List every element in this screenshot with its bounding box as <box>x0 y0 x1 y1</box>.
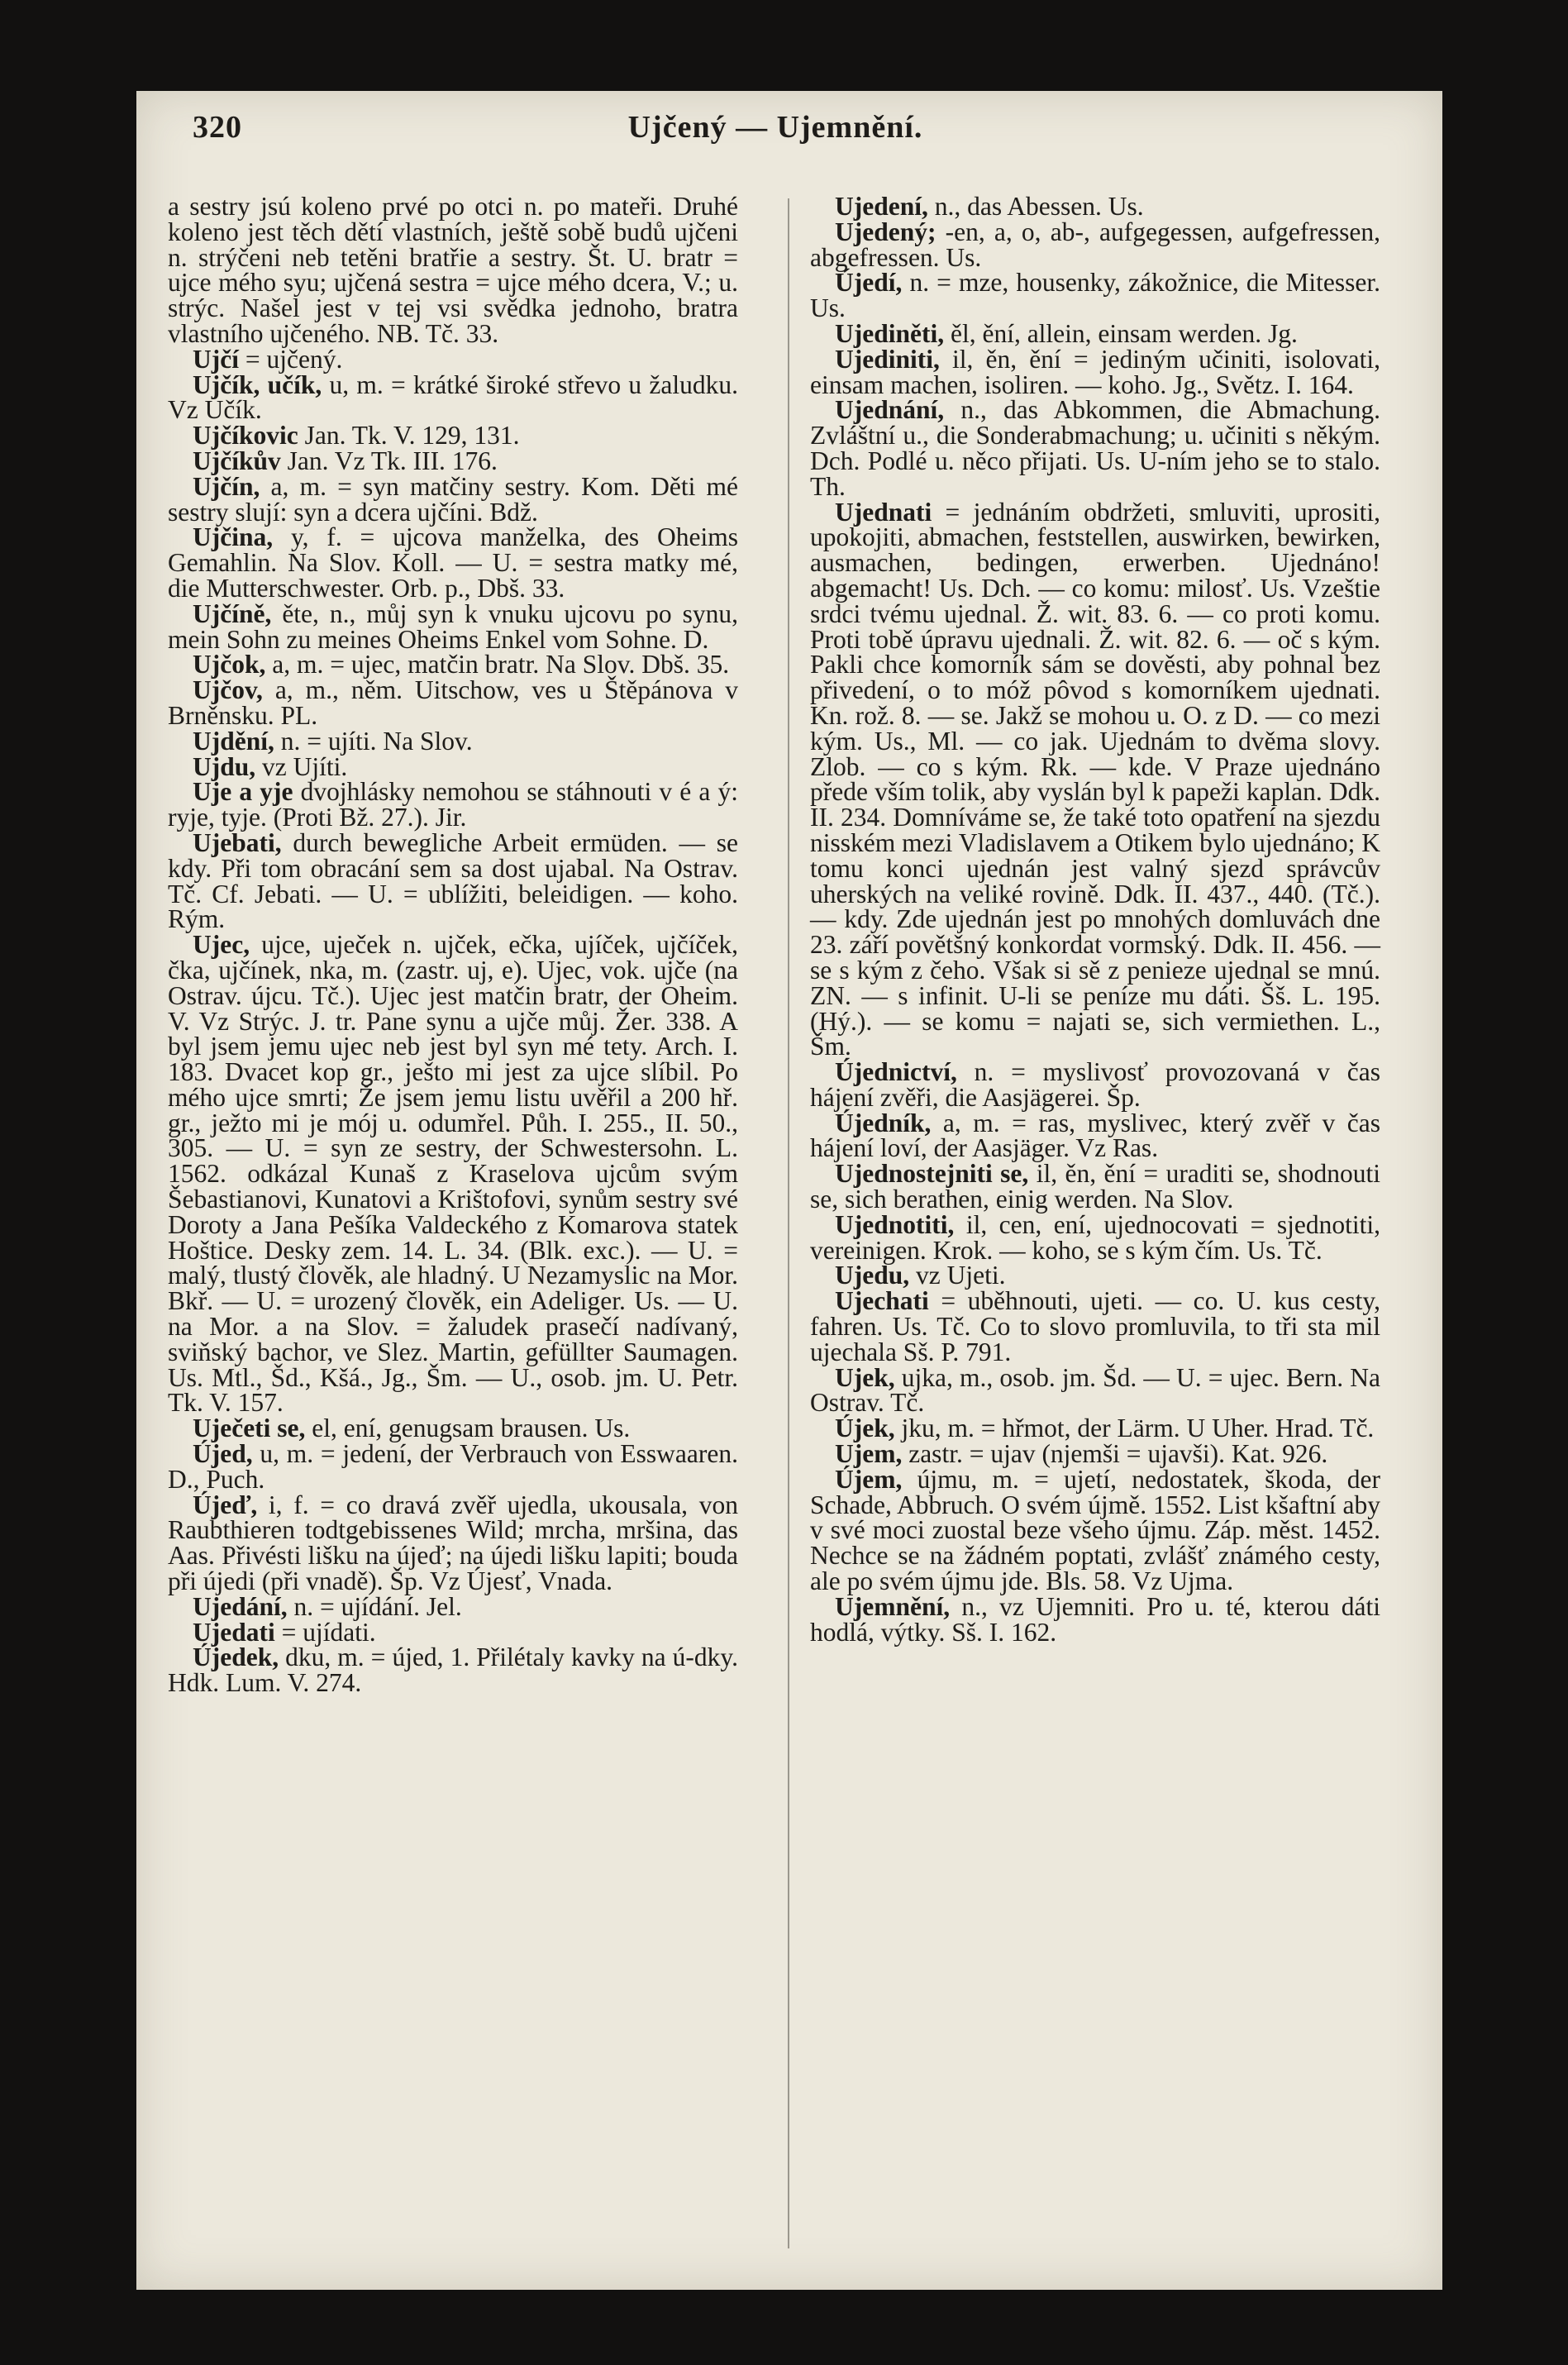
entry-text: dvojhlásky nemohou se stáhnouti v é a ý: ryje, tyje. (Proti Bž. 27.). Jir. <box>168 777 738 832</box>
dictionary-entry <box>810 1362 1380 1418</box>
entry-headword: Újedník, <box>835 1108 932 1137</box>
entry-headword: Újedek, <box>193 1643 279 1672</box>
entry-headword: Újek, <box>835 1414 895 1443</box>
entry-headword: Ujednati <box>835 497 932 527</box>
entry-headword: Újeď, <box>193 1490 258 1519</box>
dictionary-entry <box>810 1416 1380 1442</box>
entry-text: n., vz Ujemniti. Pro u. té, kterou dáti hodlá, výtky. Sš. I. 162. <box>810 1591 1380 1647</box>
entry-headword: Újed, <box>193 1439 253 1469</box>
entry-headword: Ujčín, <box>193 471 260 501</box>
dictionary-entry <box>168 1591 738 1621</box>
entry-headword: Ujedu, <box>835 1261 910 1290</box>
right-column <box>810 194 1380 2261</box>
entry-headword: Ujdu, <box>193 751 256 781</box>
dictionary-entry <box>810 1161 1380 1213</box>
entry-text: u, m. = jedení, der Verbrauch von Esswaaren. D., Puch. <box>168 1439 738 1494</box>
column-divider <box>788 198 789 2248</box>
entry-text: il, ěn, ění = uraditi se, shodnouti se, sich berathen, einig werden. Na Slov. <box>810 1159 1380 1214</box>
dictionary-entry <box>168 751 738 781</box>
entry-text: Jan. Vz Tk. III. 176. <box>287 446 498 475</box>
entry-text: n. = ujídání. Jel. <box>293 1591 462 1621</box>
entry-text: vz Ujíti. <box>262 751 348 781</box>
entry-headword: Ujčík, učík, <box>193 370 322 399</box>
entry-headword: Ujčov, <box>193 675 263 705</box>
entry-text: a, m. = ujec, matčin bratr. Na Slov. Dbš. 35. <box>272 650 730 679</box>
dictionary-entry <box>810 1209 1380 1265</box>
dictionary-entry <box>168 777 738 832</box>
dictionary-entry <box>810 344 1380 399</box>
dictionary-entry <box>810 1591 1380 1647</box>
entry-headword: Ujek, <box>835 1362 895 1392</box>
dictionary-entry <box>168 370 739 425</box>
entry-text: = ujčený. <box>245 344 343 374</box>
dictionary-entry <box>168 1645 738 1696</box>
entry-headword: Ujediněti, <box>835 318 945 348</box>
dictionary-entry <box>168 1439 738 1494</box>
entry-text: vz Ujeti. <box>916 1261 1006 1290</box>
running-head: Ujčený — Ujemnění. <box>627 110 923 145</box>
entry-headword: Ujednání, <box>835 395 945 425</box>
dictionary-entry <box>810 194 1380 220</box>
dictionary-entry <box>810 318 1380 348</box>
entry-headword: Ujednostejniti se, <box>835 1159 1029 1189</box>
dictionary-entry <box>810 1263 1380 1289</box>
entry-headword: Ujčíkův <box>193 446 281 475</box>
left-column <box>168 194 738 2261</box>
dictionary-entry <box>810 1439 1380 1469</box>
entry-headword: Ujem, <box>835 1439 903 1469</box>
entry-headword: Ujemnění, <box>835 1591 951 1621</box>
entry-text: il, cen, ení, ujednocovati = sjednotiti, vereinigen. Krok. — koho, se s kým čím. Us. Tč. <box>810 1209 1380 1265</box>
dictionary-entry <box>810 1464 1380 1596</box>
entry-text: a, m. = ras, myslivec, který zvěř v čas hájení loví, der Aasjäger. Vz Ras. <box>810 1108 1380 1163</box>
entry-headword: Ujechati <box>835 1286 929 1316</box>
entry-headword: Uje a yje <box>193 777 293 807</box>
dictionary-entry <box>168 344 738 374</box>
entry-text: n. = myslivosť provozovaná v čas hájení zvěři, die Aasjägerei. Šp. <box>810 1057 1380 1112</box>
entry-text: durch bewegliche Arbeit ermüden. — se kdy. Při tom obracání sem sa dost ujabal. Na Ostrav. Tč. Cf. Jebati. — U. = ublížiti, beleidigen. — koho. Rým. <box>168 827 738 934</box>
entry-text: n., das Abessen. Us. <box>934 192 1144 221</box>
dictionary-entry <box>168 598 739 654</box>
entry-headword: Ujedání, <box>193 1591 288 1621</box>
entry-headword: Ujec, <box>193 930 250 960</box>
dictionary-entry <box>168 827 738 934</box>
entry-headword: Ujčí <box>193 344 239 374</box>
dictionary-entry <box>810 270 1380 322</box>
dictionary-entry <box>168 1617 738 1647</box>
dictionary-entry <box>168 194 738 347</box>
dictionary-entry <box>810 497 1380 1061</box>
entry-text: dku, m. = újed, 1. Přilétaly kavky na ú-dky. Hdk. Lum. V. 274. <box>168 1643 738 1698</box>
entry-text: n., das Abkommen, die Abmachung. Zvláštní u., die Sonderabmachung; u. učiniti s někým. Dch. Podlé u. něco přijati. Us. U-ním jeho se to stalo. Th. <box>810 395 1380 501</box>
dictionary-entry <box>810 1286 1380 1366</box>
entry-text: újmu, m. = ujetí, nedostatek, škoda, der Schade, Abbruch. O svém újmě. 1552. List kšaftní aby v své moci zuostal beze všeho újmu. Záp. měst. 1452. Nechce se na žádném poptati, zvlášť známého cesty, ale po svém újmu jde. Bls. 58. Vz Ujma. <box>810 1464 1380 1596</box>
entry-headword: Újednictví, <box>835 1057 957 1087</box>
dictionary-entry <box>810 395 1380 501</box>
dictionary-entry <box>168 471 739 527</box>
entry-headword: Ujčina, <box>193 522 274 552</box>
entry-headword: Ujedený; <box>835 217 937 246</box>
entry-text: ěl, ění, allein, einsam werden. Jg. <box>950 318 1298 348</box>
entry-text: n. = mze, housenky, zákožnice, die Mitesser. Us. <box>810 268 1380 323</box>
entry-text: n. = ujíti. Na Slov. <box>280 726 473 756</box>
entry-headword: Ujediniti, <box>835 344 940 374</box>
entry-headword: Újedí, <box>835 268 903 298</box>
entry-text: = uběhnouti, ujeti. — co. U. kus cesty, fahren. Us. Tč. Co to slovo promluvila, to tři sta mil ujechala Sš. P. 791. <box>810 1286 1380 1366</box>
page-number: 320 <box>193 110 242 145</box>
entry-text: -en, a, o, ab-, aufgegessen, aufgefressen, abgefressen. Us. <box>810 217 1380 272</box>
entry-headword: Ujčíkovic <box>193 421 298 451</box>
entry-headword: Újem, <box>835 1464 903 1494</box>
entry-text: a sestry jsú koleno prvé po otci n. po mateři. Druhé koleno jest těch dětí vlastních, ještě sobě budů ujčeni n. strýčeni neb tetěni bratřie a sestry. Št. U. bratr = ujce mého syu; ujčená sestra = ujce mého dcera, V.; u. strýc. Našel jest v tej vsi svědka jednoho, bratra vlastního ujčeného. NB. Tč. 33. <box>168 192 738 348</box>
dictionary-entry <box>810 1108 1380 1163</box>
entry-headword: Ujdění, <box>193 726 274 756</box>
entry-text: il, ěn, ění = jediným učiniti, isolovati, einsam machen, isoliren. — koho. Jg., Světz. I. 164. <box>810 344 1380 399</box>
dictionary-entry <box>168 932 738 1416</box>
entry-text: jku, m. = hřmot, der Lärm. U Uher. Hrad. Tč. <box>901 1414 1375 1443</box>
entry-text: ujce, uječek n. ujček, ečka, ujíček, ujčíček, čka, ujčínek, nka, m. (zastr. uj, e). Ujec, vok. ujče (na Ostrav. újcu. Tč.). Ujec jest matčin bratr, der Oheim. V. Vz Strýc. J. tr. Pane synu a ujče můj. Žer. 338. A byl jsem jemu ujec neb jest byl syn mé tety. Arch. I. 183. Dvacet kop gr., ješto mi jest za ujce slíbil. Po mého ujce smrti; Že jsem jemu listu uvěřil a 200 hř. gr., ježto mi je mój u. odumřel. Půh. I. 255., II. 50., 305. — U. = syn ze sestry, der Schwestersohn. L. 1562. odkázal Kunaš z Kraselova ujcům svým Šebastianovi, Kunatovi a Krištofovi, synům sestry své Doroty a Jana Pešíka Valdeckého z Komarova statek Hoštice. Desky zem. 14. L. 34. (Blk. exc.). — U. = malý, tlustý člověk, ale hladný. U Nezamyslic na Mor. Bkř. — U. = urozený člověk, ein Adeliger. Us. — U. na Mor. a na Slov. = žaludek prasečí nadívaný, sviňský bachor, ve Slez. Martin, gefüllter Saumagen. Us. Mtl., Šd., Kšá., Jg., Šm. — U., osob. jm. U. Petr. Tk. V. 157. <box>168 930 739 1418</box>
page-header <box>193 109 1358 150</box>
dictionary-entry <box>168 726 738 756</box>
entry-headword: Uječeti se, <box>193 1414 306 1443</box>
entry-text: ěte, n., můj syn k vnuku ujcovu po synu, mein Sohn zu meines Oheims Enkel vom Sohne. D. <box>168 598 739 654</box>
entry-text: = ujídati. <box>281 1617 376 1647</box>
dictionary-entry <box>168 522 738 603</box>
entry-headword: Ujčíně, <box>193 598 272 628</box>
entry-headword: Ujedati <box>193 1617 275 1647</box>
entry-headword: Ujčok, <box>193 650 266 679</box>
entry-text: Jan. Tk. V. 129, 131. <box>304 421 520 451</box>
entry-text: u, m. = krátké široké střevo u žaludku. Vz Učík. <box>168 370 739 425</box>
entry-headword: Ujedení, <box>835 192 928 221</box>
entry-text: zastr. = ujav (njemši = ujavši). Kat. 926. <box>908 1439 1328 1469</box>
entry-headword: Ujednotiti, <box>835 1209 955 1239</box>
dictionary-entry <box>168 675 739 730</box>
dictionary-entry <box>168 446 738 475</box>
dictionary-entry <box>168 1416 738 1442</box>
entry-text: y, f. = ujcova manželka, des Oheims Gemahlin. Na Slov. Koll. — U. = sestra matky mé, die Mutterschwester. Orb. p., Dbš. 33. <box>168 522 738 603</box>
dictionary-entry <box>810 1057 1380 1112</box>
entry-text: ujka, m., osob. jm. Šd. — U. = ujec. Bern. Na Ostrav. Tč. <box>810 1362 1380 1418</box>
dictionary-entry <box>168 423 738 449</box>
entry-headword: Ujebati, <box>193 827 282 857</box>
dictionary-page <box>136 91 1442 2290</box>
entry-text: el, ení, genugsam brausen. Us. <box>312 1414 631 1443</box>
entry-text: i, f. = co dravá zvěř ujedla, ukousala, von Raubthieren todtgebissenes Wild; mrcha, mršina, das Aas. Přivésti lišku na újeď; na újedi lišku lapiti; bouda při újedi (při vnadě). Šp. Vz Újesť, Vnada. <box>168 1490 739 1596</box>
entry-text: a, m., něm. Uitschow, ves u Štěpánova v Brněnsku. PL. <box>168 675 739 730</box>
dictionary-entry <box>168 1490 739 1596</box>
dictionary-entry <box>810 217 1380 272</box>
entry-text: a, m. = syn matčiny sestry. Kom. Děti mé sestry slují: syn a dcera ujčíni. Bdž. <box>168 471 739 527</box>
dictionary-entry <box>168 652 738 678</box>
entry-text: = jednáním obdržeti, smluviti, uprositi, upokojiti, abmachen, feststellen, auswirken, bewirken, ausmachen, bedingen, erwerben. Ujednáno! abgemacht! Us. Dch. — co komu: milosť. Us. Vzeštie srdci tvému ujednal. Ž. wit. 83. 6. — co proti komu. Proti tobě úpravu ujednali. Ž. wit. 82. 6. — oč s kým. Pakli chce komorník sám se dověsti, aby pohnal bez přivedení, o to móž pôvod s komorníkem ujednati. Kn. rož. 8. — se. Jakž se mohou u. O. z D. — co mezi kým. Us., Ml. — co jak. Ujednám to dvěma slovy. Zlob. — co s kým. Rk. — kde. V Praze ujednáno přede vším tolik, aby vyslán byl k papeži kaplan. Ddk. II. 234. Domníváme se, že také toto opatření na sjezdu nisském mezi Vladislavem a Otikem bylo ujednáno; K tomu konci ujednán jest valný sjezd správcův uherských na veliké rovině. Ddk. II. 437., 440. (Tč.). — kdy. Zde ujednán jest po mnohých domluvách dne 23. září povětšný konkordat vormský. Ddk. II. 456. — se s kým z čeho. Však si sě z penieze ujednal se mnú. ZN. — s infinit. U-li se peníze mu dáti. Šš. L. 195. (Hý.). — se komu = najati se, sich vermiethen. L., Šm. <box>810 497 1380 1061</box>
